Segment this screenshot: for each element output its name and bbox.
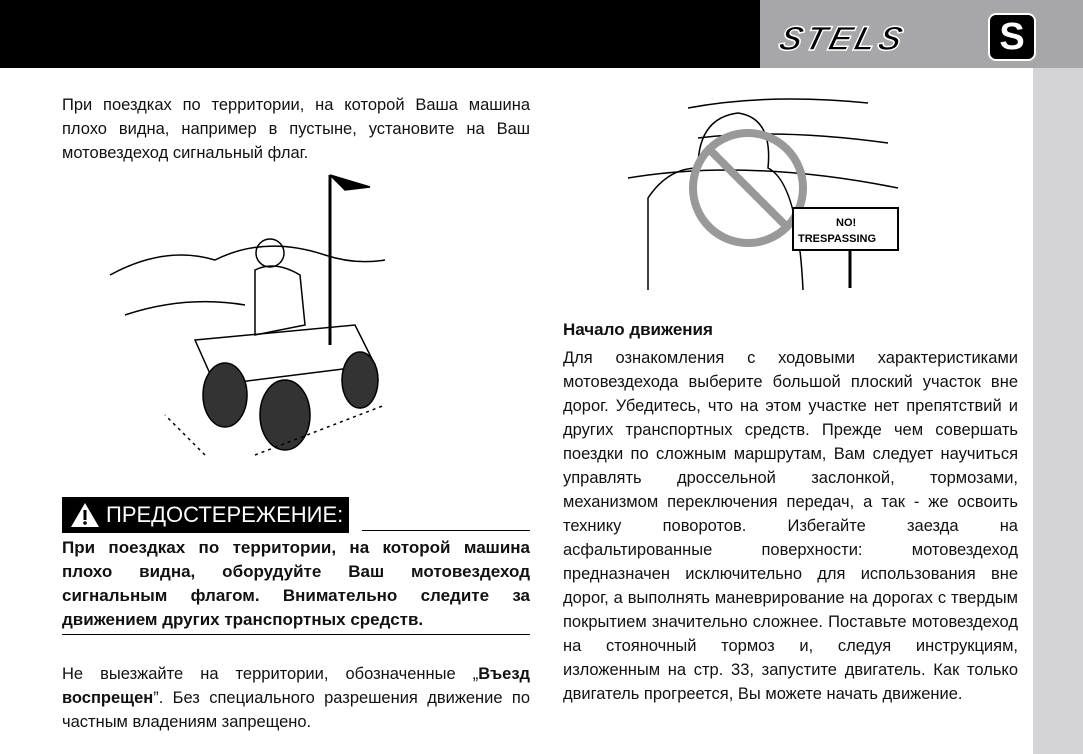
start-section xyxy=(563,320,1018,706)
intro-paragraph xyxy=(62,93,530,165)
trespass-text xyxy=(62,662,530,734)
sign-text-1: NO! xyxy=(836,217,857,229)
warning-title: ПРЕДОСТЕРЕЖЕНИЕ: xyxy=(106,502,344,527)
section-body: Для ознакомления с ходовыми характеристиками мотовездехода выберите большой плоский участок вне дорог. Убедитесь, что на этом участке нет препятствий и других транспортных средств. Прежде чем совершать поездки по сложным маршрутам, Вам следует научиться управлять дроссельной заслонкой, тормозами, механизмом переключения передач, а так - же освоить технику поворотов. Избегайте заезда на асфальтированные поверхности: мотовездеход предназначен исключительно для использования вне дорог, а выполнять маневрирование на дорогах с твердым покрытием значительно сложнее. Поставьте мотовездеход на стояночный тормоз и, следуя инструкциям, изложенным на стр. 33, запустите двигатель. Как только двигатель прогреется, Вы можете начать движение. xyxy=(563,349,1018,703)
section-heading: Начало движения xyxy=(563,320,713,339)
brand-wordmark: STELS xyxy=(775,20,910,58)
brand-mark-icon: S xyxy=(988,13,1036,61)
warning-text: При поездках по территории, на которой машина плохо видна, оборудуйте Ваш мотовездеход сигнальным флагом. Внимательно следите за движением других транспортных средств. xyxy=(62,538,530,629)
warning-rule xyxy=(362,530,530,531)
atv-flag-illustration xyxy=(105,165,390,465)
sign-text-2: TRESPASSING xyxy=(798,233,877,245)
no-trespassing-illustration xyxy=(628,88,908,290)
text-bold: Въезд воспрещен xyxy=(62,665,530,707)
text-part: Не выезжайте на территории, обозначенные „ xyxy=(62,665,479,683)
text-part: ”. Без специального разрешения движение по частным владениям запрещено. xyxy=(62,689,530,731)
header-bar xyxy=(0,0,760,68)
warning-triangle-icon xyxy=(70,502,100,528)
brand-logo xyxy=(760,0,1083,68)
trespass-paragraph xyxy=(62,662,530,734)
side-strip xyxy=(1033,68,1083,754)
warning-header xyxy=(62,497,349,533)
intro-text: При поездках по территории, на которой Ваша машина плохо видна, например в пустыне, установите на Ваш мотовездеход сигнальный флаг. xyxy=(62,96,530,162)
warning-body xyxy=(62,536,530,635)
